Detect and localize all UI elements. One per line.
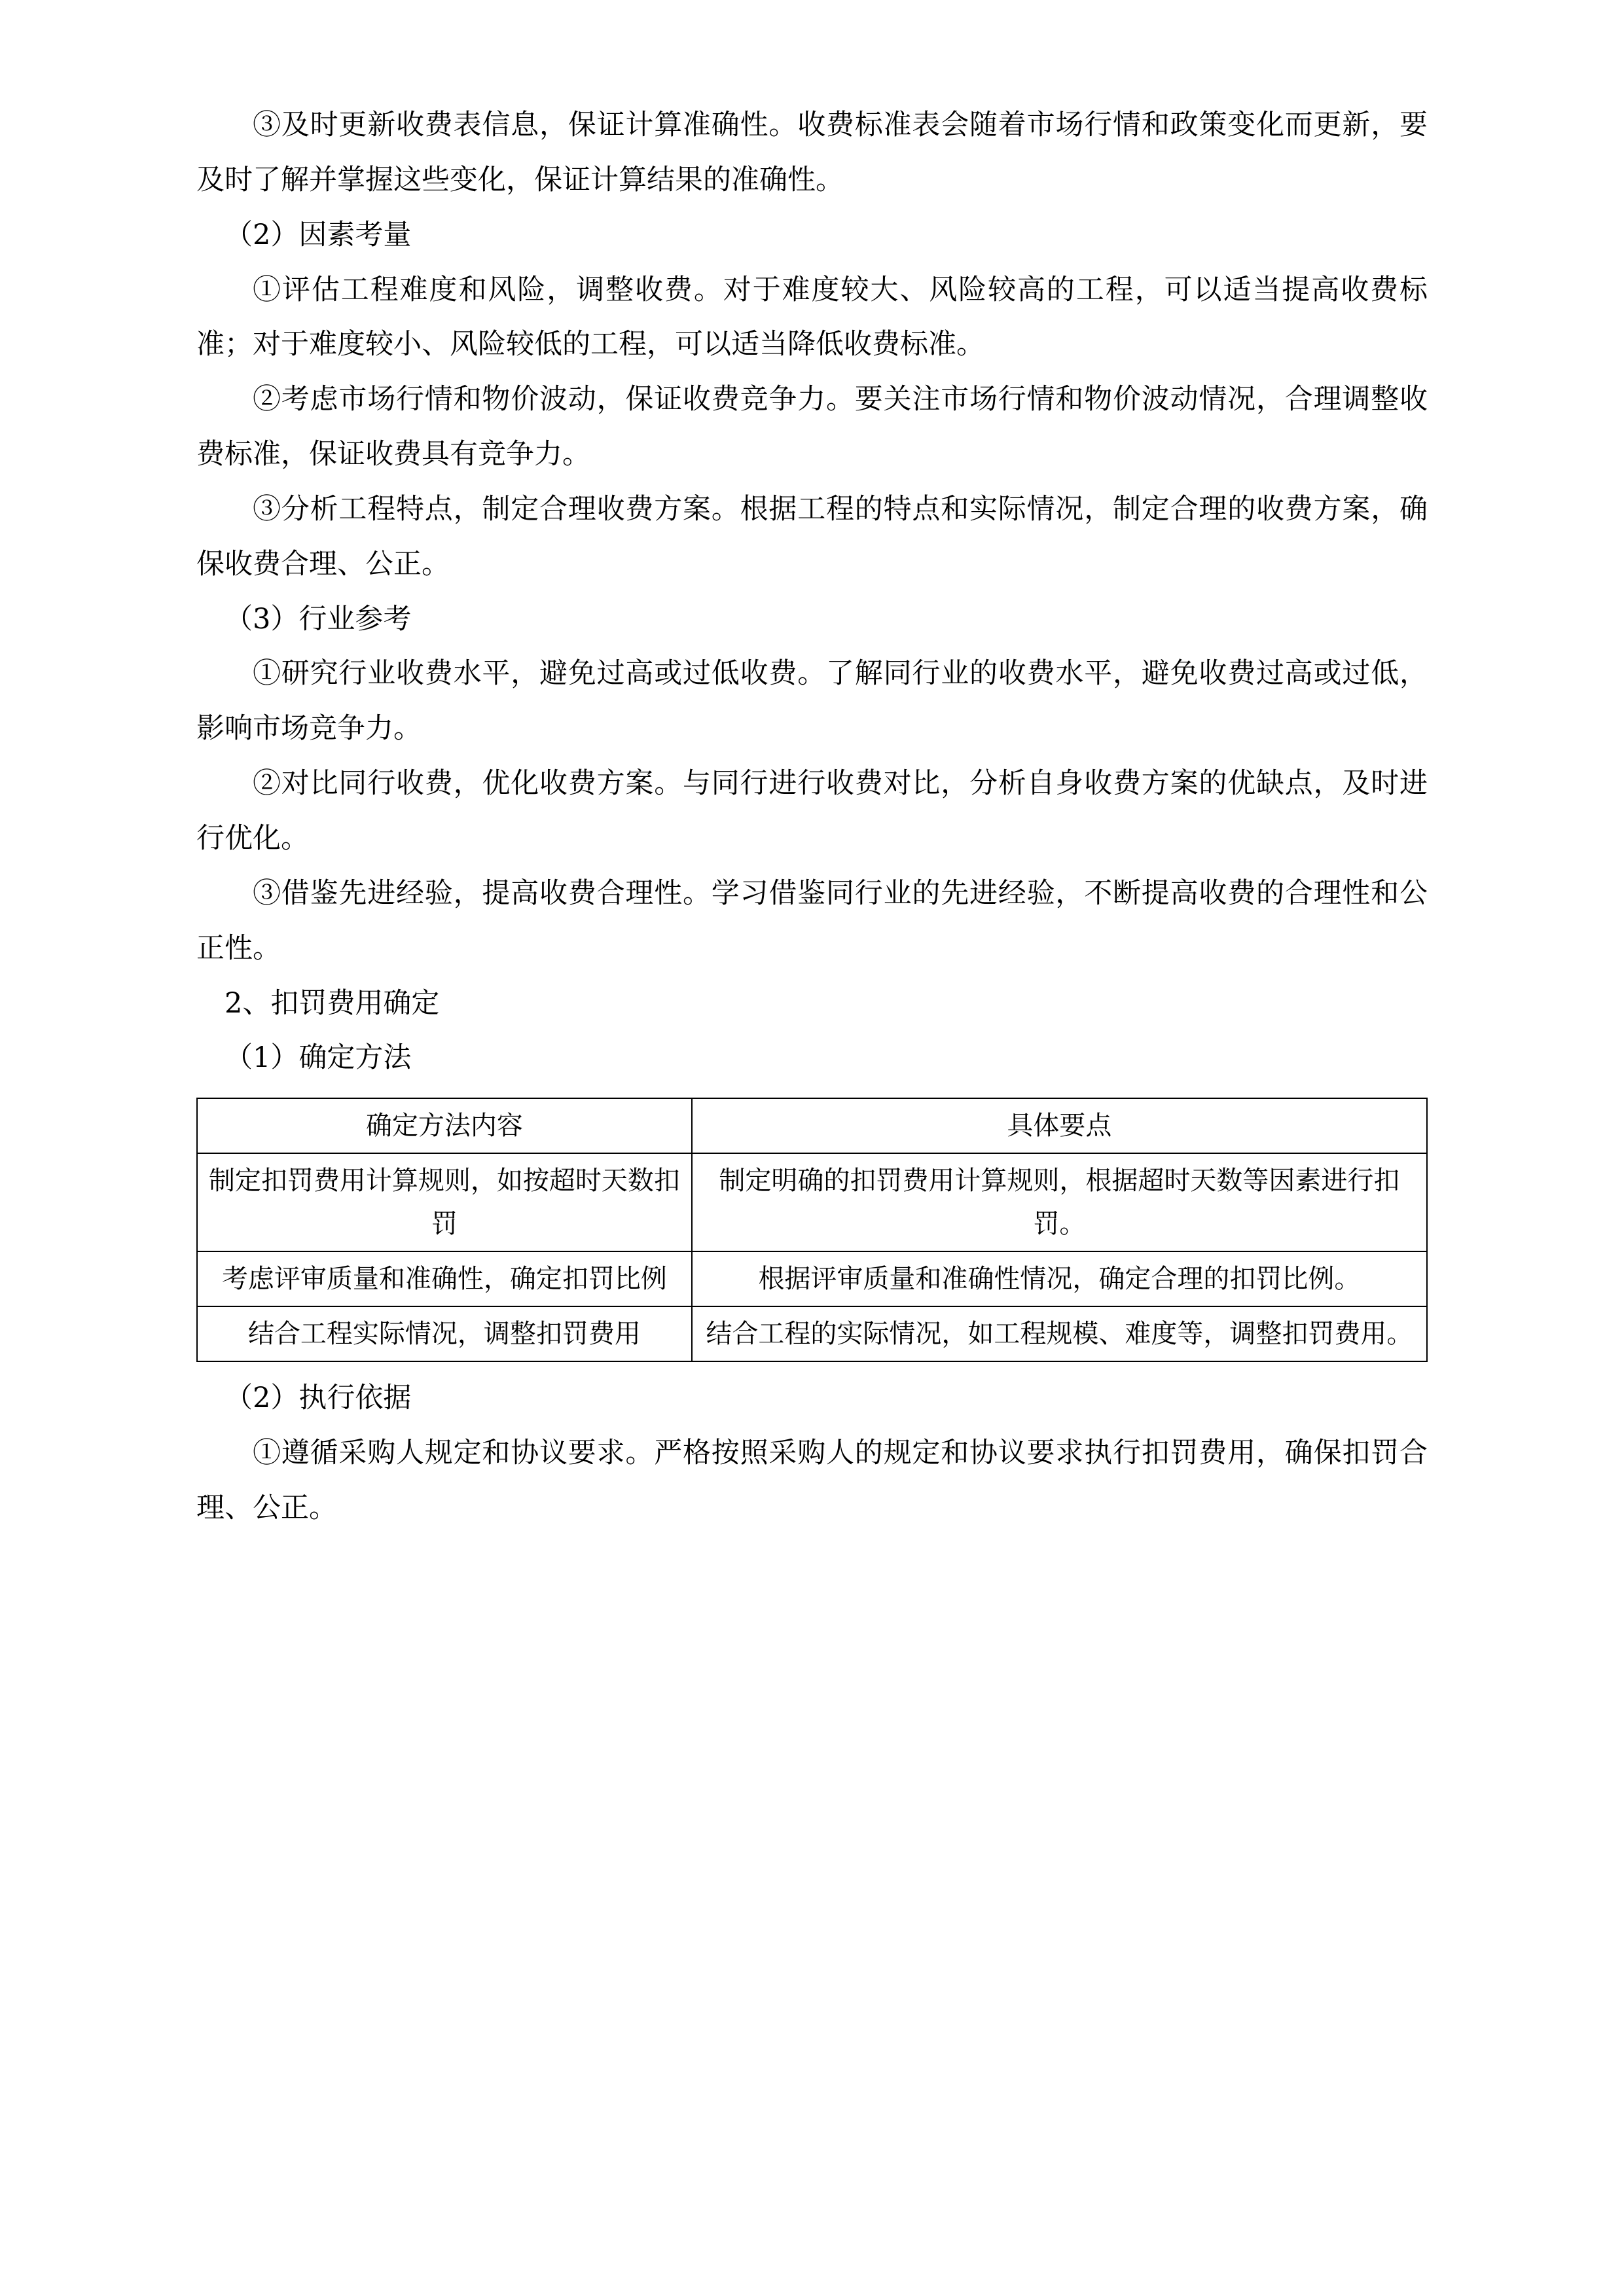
table-cell-method-1: 制定扣罚费用计算规则，如按超时天数扣罚 bbox=[197, 1153, 692, 1251]
table-cell-method-2: 考虑评审质量和准确性，确定扣罚比例 bbox=[197, 1251, 692, 1306]
table-cell-method-3: 结合工程实际情况，调整扣罚费用 bbox=[197, 1306, 692, 1361]
paragraph-6: （3）行业参考 bbox=[225, 602, 412, 636]
paragraph-10: 2、扣罚费用确定 bbox=[225, 986, 440, 1020]
table-cell-points-1: 制定明确的扣罚费用计算规则，根据超时天数等因素进行扣罚。 bbox=[692, 1153, 1427, 1251]
penalty-fee-table bbox=[196, 1098, 1428, 1362]
paragraph-13: ①遵循采购人规定和协议要求。严格按照采购人的规定和协议要求执行扣罚费用，确保扣罚合理、公正。 bbox=[196, 1437, 1428, 1524]
table-row bbox=[197, 1306, 1427, 1361]
table-header-row bbox=[197, 1098, 1427, 1153]
table-header-cell-method: 确定方法内容 bbox=[197, 1098, 692, 1153]
table-cell-points-2: 根据评审质量和准确性情况，确定合理的扣罚比例。 bbox=[692, 1251, 1427, 1306]
paragraph-7: ①研究行业收费水平，避免过高或过低收费。了解同行业的收费水平，避免收费过高或过低，影响市场竞争力。 bbox=[196, 657, 1428, 745]
paragraph-11: （1）确定方法 bbox=[225, 1041, 412, 1075]
paragraph-4: ②考虑市场行情和物价波动，保证收费竞争力。要关注市场行情和物价波动情况，合理调整收费标准，保证收费具有竞争力。 bbox=[196, 383, 1428, 471]
paragraph-9: ③借鉴先进经验，提高收费合理性。学习借鉴同行业的先进经验，不断提高收费的合理性和公正性。 bbox=[196, 876, 1428, 965]
table-row bbox=[197, 1153, 1427, 1251]
table-header bbox=[197, 1098, 1427, 1153]
paragraph-8: ②对比同行收费，优化收费方案。与同行进行收费对比，分析自身收费方案的优缺点，及时进行优化。 bbox=[196, 767, 1428, 855]
paragraph-1: ③及时更新收费表信息，保证计算准确性。收费标准表会随着市场行情和政策变化而更新，要及时了解并掌握这些变化，保证计算结果的准确性。 bbox=[196, 109, 1428, 196]
paragraph-3: ①评估工程难度和风险，调整收费。对于难度较大、风险较高的工程，可以适当提高收费标准；对于难度较小、风险较低的工程，可以适当降低收费标准。 bbox=[196, 273, 1428, 361]
table-body bbox=[197, 1153, 1427, 1361]
paragraph-12: （2）执行依据 bbox=[225, 1382, 412, 1415]
document-body bbox=[196, 98, 1428, 1536]
table-cell-points-3: 结合工程的实际情况，如工程规模、难度等，调整扣罚费用。 bbox=[692, 1306, 1427, 1361]
paragraph-2: （2）因素考量 bbox=[225, 218, 412, 251]
paragraph-5: ③分析工程特点，制定合理收费方案。根据工程的特点和实际情况，制定合理的收费方案，确保收费合理、公正。 bbox=[196, 492, 1428, 581]
table-header-cell-points: 具体要点 bbox=[692, 1098, 1427, 1153]
table-row bbox=[197, 1251, 1427, 1306]
